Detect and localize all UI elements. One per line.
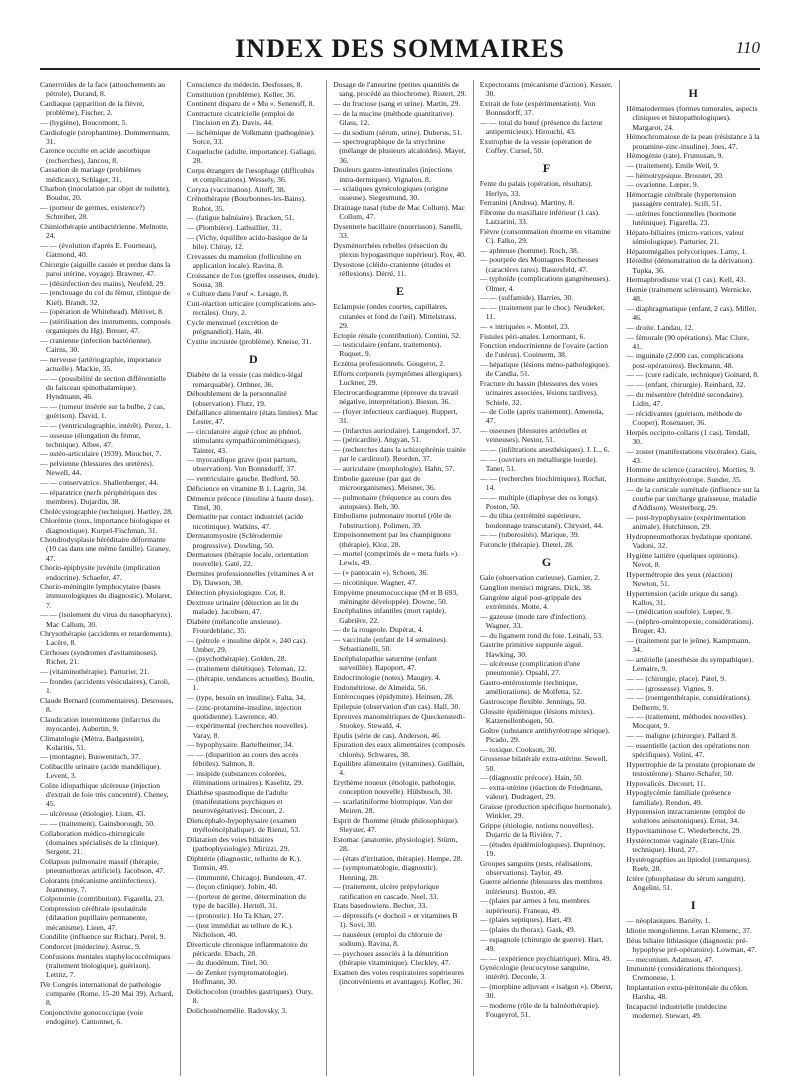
index-entry: — (montagne). Buswenitsch, 37.	[40, 752, 141, 762]
index-entry: Dermatite par contact industriel (acide nicotinique). Watkins, 47.	[186, 512, 304, 531]
index-entry: Dilatation des voies biliaires (pathophysiologie). Mirizzi, 29.	[186, 834, 290, 854]
index-entry: — — (chirurgie, place). Patel, 9.	[626, 673, 726, 683]
index-column-3	[333, 80, 467, 1076]
index-entry: Cassation de mariage (problèmes médicaux), Schlager, 31.	[40, 165, 142, 184]
index-entry: Colpotomie (contribution). Figarella, 23.	[40, 894, 165, 904]
index-entry: — myocardique grave (post partum, observation). Von Bonnsdorff, 37.	[186, 455, 297, 474]
index-entry: Carence occulte en acide ascorbique (recherches), Jancou, 8.	[40, 146, 151, 165]
index-entry: — testiculaire (enfant, traitements). Ruquet, 9.	[333, 340, 442, 359]
index-entry: — — (évolution d'après E. Fourneau), Gatmond, 40.	[40, 240, 157, 260]
index-entry: Constitution (problème). Keller, 36.	[186, 89, 296, 99]
index-entry: — (opération de Whitehead). Métivet, 8.	[40, 307, 164, 317]
index-entry: — frondes (accidents vésiculaires), Caroli, 1.	[40, 676, 170, 695]
column-divider	[180, 80, 181, 1076]
index-entry: Dysménorrhées rebelles (résection du plexus hypogastrique supérieur). Roy, 40.	[333, 240, 466, 260]
index-entry: — (péricardite). Angyan, 51.	[333, 435, 421, 445]
index-entry: — (stérilisation des instruments, composés organiques du Hg). Breuer, 47.	[40, 317, 171, 336]
index-entry: Hermaphrodisme vrai (1 cas). Kell, 43.	[626, 275, 746, 285]
index-entry: Crevasses du mamelon (folliculine en application locale). Ravina, 8.	[186, 251, 302, 270]
index-entry: Chorio-épiphysite juvénile (implication endocrine). Schaefer, 47.	[40, 563, 161, 582]
index-entry: — (néphro-oméntopexie, considérations). Bruger, 43.	[626, 617, 754, 636]
index-entry: Grossesse bilatérale extra-utérine. Sewell, 50.	[479, 754, 608, 773]
index-entry: — (médication soufrée). Lœper, 9.	[626, 607, 732, 617]
index-entry: Hérédité (démonstration de la dérivation). Tupka, 36.	[626, 256, 754, 275]
index-entry: Hernie (traitement sclérosant). Wernicke, 48.	[626, 285, 752, 304]
index-entry: — nicotinique. Wagner, 47.	[333, 577, 417, 587]
index-entry: — hypophysaire. Bartelheimer, 34.	[186, 740, 294, 750]
index-entry: — néoplasiques. Bariéty, 1.	[626, 916, 711, 926]
index-entry: — fémorale (90 opérations). Mac Clure, 41.	[626, 332, 749, 351]
section-letter: E	[395, 284, 404, 299]
index-entry: — — total du bœuf (présence du facteur antipernicieux). Hirouchi, 43.	[479, 117, 603, 137]
index-entry: — — (grossesse). Vignes, 9.	[626, 683, 714, 693]
index-entry: Dolichosténomélie. Radovsky, 3.	[186, 1006, 288, 1015]
index-entry: — (plaies septiques). Hart, 49.	[479, 915, 573, 925]
column-divider	[326, 80, 327, 1076]
index-entry: — meconium. Adamson, 47.	[626, 954, 714, 964]
index-entry: — (test immédiat au tellure de K.). Nicholson, 40.	[186, 920, 293, 939]
index-entry: — — (enfant, chirurgie). Reinhard, 32.	[626, 380, 746, 390]
index-entry: — (pétrole « insuline dépôt », 240 cas). Umber, 29.	[186, 635, 308, 654]
index-entry: — (porteur de germes, existence?) Schreiber, 28.	[40, 203, 145, 222]
index-entry: — (symptomatologie, diagnostic). Henning, 28.	[333, 863, 438, 882]
index-entry: — auriculaire (morphologie). Hahn, 57.	[333, 463, 455, 473]
index-entry: Diabète de la vessie (cas médico-légal remarquable). Orthner, 36.	[186, 370, 303, 389]
index-entry: Déficience en vitamine B 1. Lagrin, 34.	[186, 483, 307, 493]
index-entry: Déboublement de la personnalité (observation). Flutz, 19.	[186, 389, 287, 408]
index-entry: Hormone antithyréotrope. Sunder, 35.	[626, 475, 742, 485]
index-entry: Canerroïdes de la face (attouchements au pétrole), Durand, 8.	[40, 80, 166, 99]
index-entry: Gynécologie (leucocytose sanguine, intérêt). Decoule, 3.	[479, 963, 590, 982]
index-entry: Contracture cicatricielle (emploi de l'incision en Z). Davis, 44.	[186, 109, 295, 128]
index-entry: Colibacille urinaire (acide mandélique). Levent, 3.	[40, 762, 162, 781]
index-entry: — (enclouage du col du fémur, clinique de Kiel). Brandt, 32.	[40, 288, 171, 307]
index-entry: — — conservatrice. Shallenberger, 44.	[40, 478, 159, 488]
index-column-1	[40, 80, 174, 1076]
index-entry: Douleurs gastro-intestinales (injections intra-dermiques). Vignalou, 8.	[333, 165, 453, 184]
index-entry: Gastrite primitive suppurée aiguë. Hawking, 30.	[479, 640, 584, 659]
index-entry: — (recherches dans la schizophrénie traitée par le cardiozol). Reorden, 37.	[333, 445, 466, 464]
column-divider	[619, 80, 620, 1076]
index-entry: Climatologie (Mètra, Badgastein), Kolaritis, 51.	[40, 733, 145, 752]
index-entry: — artérielle (anesthésie du sympathique). Lemaire, 9.	[626, 654, 754, 674]
index-entry: Ectopie rénale (contribution). Contini, 52.	[333, 330, 461, 340]
index-entry: — — (recherches biochimiques). Rochat, 14.	[479, 473, 607, 492]
index-entry: Diathèse spasmodique de l'adulte (manifestations psychiques et neurovégétatives). Decourt, 2.	[186, 787, 288, 816]
index-entry: Gastroscope flexible. Jennings, 50.	[479, 697, 587, 707]
index-entry: Examen des voies respiratoires supérieures (inconvénients et avantages). Kofler, 36.	[333, 967, 464, 986]
index-entry: — (traitement par le jeûne). Kampmann, 34.	[626, 636, 751, 655]
index-entry: Chorio-méningite lymphocytaire (bases immunologiques du diagnostic). Molaret, 7.	[40, 582, 172, 610]
index-entry: Cirrhoses (syndromes d'avitaminoses). Richet, 21.	[40, 648, 158, 667]
index-entry: — extra-utérine (réaction de Friedmann, valeur). Dudragert, 29.	[479, 782, 603, 802]
index-entry: Ferranini (Andrea). Martiny, 8.	[479, 198, 575, 208]
index-entry: — (foyer infectieux cardiaque). Ruppert, 31.	[333, 406, 458, 425]
index-entry: — insipide (substances colorées, éliminations urinaires). Kaselitz, 29.	[186, 768, 304, 788]
index-entry: — espagnole (chirurgie de guerre). Hart, 49.	[479, 934, 604, 953]
index-entry: Coryza (vaccination). Aitoff, 38.	[186, 184, 286, 194]
index-entry: Dermatoses (thérapie locale, orientation nouvelle). Gaté, 22.	[186, 550, 309, 569]
index-entry: Chlorémie (toux, importance biologique et diagnostique). Kurpel-Fischman, 31.	[40, 516, 170, 535]
index-entry: Coqueluche (adulte, importance). Galiago, 28.	[186, 146, 317, 166]
index-entry: Gale (observation curieuse). Garnier, 2.	[479, 573, 600, 583]
index-entry: Collaboration médico-chirurgicale (domaines spécialisés de la clinique). Sergent, 21.	[40, 828, 160, 856]
index-entry: — ulcéreuse (complication d'une pneumonie). Opsahl, 27.	[479, 659, 581, 678]
index-entry: — — (possibilité de section différentielle du faisceau spinothalamique). Hyndmann, 46.	[40, 373, 167, 402]
index-entry: — (études épidémiologiques). Duprénoy, 19.	[479, 839, 606, 858]
index-entry: Hypoglycémie familiale (présence familiale). Rendon, 49.	[626, 788, 731, 807]
index-entry: — (immunité, Chicago). Bundesen, 47.	[186, 872, 307, 882]
index-entry: Epreuves manométriques de Queckenstedt-Stookey. Stewald, 4.	[333, 711, 465, 730]
index-entry: Glossite épidémique (lésions mixtes). Katzenellenbogen, 50.	[479, 706, 595, 725]
index-entry: Gastro-entérostomie (technique, améliorations). de Molfetta, 52.	[479, 678, 582, 697]
index-entry: Hystérographies au lipiodol (remarques). Reeb, 28.	[626, 854, 752, 873]
index-entry: — de Zenker (symptomatologie). Hoffmann, 30.	[186, 968, 289, 987]
index-entry: Entérocoques (épidymite). Heinsen, 28.	[333, 692, 454, 702]
index-entry: Hydropneumothorax hydatique spontané. Vadoni, 32.	[626, 531, 753, 551]
index-entry: Hémochromatose de la peau (résistance à la protamine-zinc-insuline). Joes, 47.	[626, 132, 760, 151]
index-entry: — ovarienne. Lœper, 9.	[626, 180, 699, 190]
index-entry: — ulcéreuse (étiologie). Lium, 43.	[40, 809, 146, 819]
index-entry: — (fatigue balnéaire). Bracken, 51.	[186, 213, 295, 223]
section-letter: F	[542, 161, 551, 176]
index-entry: Dermites professionnelles (vitamines A et D). Dawson, 38.	[186, 569, 314, 588]
index-entry: — du fructose (sang et urine). Martin, 29.	[333, 98, 461, 108]
index-entry: Claudication intermittente (infarctus du myocarde). Aubertin, 9.	[40, 714, 160, 733]
index-entry: — (vitaminothérapie). Parturier, 21.	[40, 667, 150, 677]
index-entry: — (plaies du thorax). Gask, 49.	[479, 924, 576, 934]
index-entry: Hémorragie cérébrale (hypertension passagère centrale). Scill, 51.	[626, 190, 737, 209]
index-entry: — expérimental (recherches nouvelles). Varay, 8.	[186, 721, 309, 740]
index-column-4	[480, 80, 614, 1076]
index-entry: Condilite (influence sur Richat). Perel, 9.	[40, 932, 166, 942]
index-entry: Endocrinologie (notes). Maugey, 4.	[333, 672, 441, 682]
index-entry: Fibrome du maxillaire inférieur (1 cas). Lazzarini, 33.	[479, 207, 600, 227]
index-entry: — gazeuse (mode rare d'infection). Wagner, 33.	[479, 611, 587, 630]
index-entry: — réparatrice (nerfs périphériques des membres). Dujardin, 38.	[40, 487, 157, 506]
index-entry: Cardiologie (strophantine). Dommermann, 31.	[40, 127, 170, 146]
index-entry: Eclampsie (ondes courtes, capillaires, cutanées et fond de l'œil). Mittelstrass, 29.	[333, 302, 457, 330]
index-entry: Hypermétropie des yeux (réaction) Newton, 51.	[626, 569, 733, 588]
index-entry: Expectorants (mécanisme d'action). Kesser, 30.	[479, 80, 613, 99]
index-entry: — — (disparition au cours des accès fébriles). Salmon, 8.	[186, 750, 299, 769]
index-entry: — psychoses associés à la dénutrition (thérapie vitaminique). Cleckley, 47.	[333, 948, 451, 967]
index-entry: Cystite incrustée (problème). Kneise, 31.	[186, 336, 312, 346]
index-entry: — de Colle (après traitement). Amenola, 47.	[479, 407, 604, 426]
index-entry: — droite. Landau, 12.	[626, 322, 694, 332]
index-entry: — toxique. Cookson, 30.	[479, 744, 557, 754]
index-entry: Equilibre alimentaire (vitamines). Guillain, 4.	[333, 759, 465, 778]
index-entry: Homme de science (caractère). Morties, 9.	[626, 465, 756, 475]
index-entry: — vaccinale (enfant de 14 semaines). Sebastianelli, 50.	[333, 635, 448, 654]
index-entry: Hystérectomie vaginale (Etats-Unis technique). Hurd, 27.	[626, 835, 735, 855]
index-entry: — nerveuse (artériographie, importance actuelle). Mackie, 35.	[40, 354, 162, 374]
index-entry: — ostéo-articulaire (1939). Mouchet, 7.	[40, 449, 162, 459]
index-entry: — (leçon clinique). Jobin, 40.	[186, 882, 278, 892]
index-entry: — (diagnostic précoce). Hain, 50.	[479, 773, 583, 783]
index-entry: Cardiaque (apparition de la fièvre, problème), Fischer, 2.	[40, 98, 145, 118]
index-entry: Etats basedowiens. Becher, 33.	[333, 901, 428, 911]
index-entry: — osseuses (blessures artérielles et veineuses). Nestor, 51.	[479, 426, 587, 445]
index-entry: Goître (substance antithyréotrope sérique). Picado, 29.	[479, 725, 610, 744]
index-entry: Charbon (inoculation par objet de toilette), Boudot, 20.	[40, 184, 170, 203]
index-entry: — du ligament rond du foie. Leinali, 53.	[479, 630, 603, 640]
index-entry: Guerre aérienne (blessures des membres inférieurs). Buxton, 49.	[479, 877, 603, 896]
index-columns	[40, 80, 760, 1076]
index-entry: Corps étrangers de l'œsophage (difficultés et complications). Wessely, 36.	[186, 165, 315, 185]
index-entry: Collapsus pulmonaire massif (thérapie, pneumothorax artificiel). Jacobson, 47.	[40, 856, 165, 875]
index-entry: — pulmonaire (fréquence au cours des autopsies). Belt, 30.	[333, 492, 452, 511]
index-entry: Chrysothérapie (accidents et retardements). Lacère, 8.	[40, 629, 172, 648]
index-entry: Fracture du bassin (blessures des voies urinaires associées, lésions tardives). Schiele, 32.	[479, 379, 598, 407]
index-entry: — diaphragmatique (enfant, 2 cas). Miller, 46.	[626, 303, 757, 323]
index-entry: Dermatomyosite (Sclérodermie progressive). Dowling, 50.	[186, 531, 283, 550]
column-divider	[473, 80, 474, 1076]
index-entry: — moderne (rôle de la balnéothérapie). Fougeyrol, 51.	[479, 1001, 600, 1020]
index-column-2	[187, 80, 321, 1076]
index-entry: Exstrophie de la vessie (opération de Coffey. Cursel, 50.	[479, 136, 592, 155]
index-entry: — — (tumeur insérée sur la bulbe, 2 cas, guérison). David, 1.	[40, 401, 165, 421]
section-letter: G	[541, 555, 552, 570]
index-entry: Diencéphalo-hypophysaire (examen myéloéncéphalique). de Rienzi, 53.	[186, 815, 301, 835]
index-entry: Hépatomégalies polycoriques. Lamy, 1.	[626, 246, 747, 256]
index-entry: — (type, besoin en insuline). Falta, 34.	[186, 692, 306, 702]
index-entry: Démence précoce (insuline à haute dose). Tittel, 30.	[186, 493, 314, 512]
index-entry: Confusions mentales staphylococcémiques (traitement biologique), guérison). Lettitz, 7.	[40, 951, 171, 980]
index-entry: — du duodénum. Titel, 30.	[186, 958, 269, 968]
index-entry: Empyème pneumococcique (M et B 693, méningite développée). Downe, 50.	[333, 587, 459, 606]
index-entry: Graisse (production spécifique hormonale). Winkler, 29.	[479, 801, 612, 821]
index-entry: Groupes sanguins (tests, réalisations, observations). Taylor, 49.	[479, 858, 593, 877]
index-entry: — (morphine adjuvant « isalgon »). Oberst, 30.	[479, 982, 613, 1001]
index-entry: Cholécystographie (technique). Hartley, 28.	[40, 506, 173, 516]
index-entry: Continent disparu de « Mu ». Senenoff, 8.	[186, 99, 315, 109]
index-entry: — du mésentère (hérédité secondaire). Lidin, 47.	[626, 389, 744, 408]
index-entry: — (zinc-protamine-insuline, injection quotidienne). Lawrence, 40.	[186, 702, 302, 721]
index-entry: Colorants (mécanisme antiinfectieux). Jeanneney, 7.	[40, 875, 157, 894]
index-entry: — essentielle (action des opérations non spécifiques). Volini, 47.	[626, 740, 750, 760]
index-entry: — nauséeux (emploi du chlorure de sodium). Ravina, 8.	[333, 929, 443, 949]
index-entry: Hypertrophie de la prostate (propionate de testostérone). Sharer-Schafer, 50.	[626, 759, 756, 778]
index-entry: — (hygiène), Boucomont, 5.	[40, 117, 128, 127]
index-entry: — — (ouvriers en métallurgie lourde). Taner, 51.	[479, 454, 598, 473]
index-entry: — — (traitement par le choc). Neudeker, 11.	[479, 302, 605, 322]
index-entry: Empoisonnement par les champignons (thérapie). Kloz, 28.	[333, 530, 451, 549]
index-entry: Embolie gazeuse (par gaz de microorganismes). Meisner, 36.	[333, 473, 436, 492]
index-entry: Estomac (anatomie, physiologie). Stürm, 28.	[333, 834, 458, 854]
index-entry: Cuti-réaction urticaire (complications ano-rectales). Oury, 2.	[186, 299, 317, 318]
index-entry: Hypertension (acide urique du sang). Kallos, 31.	[626, 588, 739, 607]
index-entry: Chirurgie (aiguille cassée et perdue dans la paroi utérine, voyage). Brawner, 47.	[40, 259, 171, 279]
index-entry: — post-hypophysaire (expérimentation animale). Hutchinson, 29.	[626, 512, 746, 532]
index-entry: — (traitement). Emile Weil, 9.	[626, 160, 720, 170]
index-entry: — (Vichy, équilibre acido-basique de la bile). Chiray, 12.	[186, 232, 308, 251]
index-entry: — aphteuse (homme). Roch, 38.	[479, 245, 579, 255]
index-entry: — (états d'irritation, thérapie). Hempe, 28.	[333, 853, 463, 863]
index-entry: Détection physiologique. Cot, 8.	[186, 588, 286, 598]
index-entry: — ischémique de Volkmann (pathogénie). Sorce, 33.	[186, 128, 315, 147]
index-entry: — utérines fonctionnelles (hormone lutéinique). Figarella, 23.	[626, 208, 737, 228]
index-entry: — — (tuberosités). Marique, 39.	[479, 530, 580, 540]
index-entry: — de la rougeole. Dupérat, 4.	[333, 625, 424, 635]
index-entry: — « intriquées ». Montel, 23.	[479, 321, 570, 331]
index-entry: Encéphalopathie saturnine (enfant surveillée). Rapoport, 47.	[333, 653, 437, 673]
index-entry: — — (cure radicale, technique) Goinard, 8.	[626, 370, 759, 380]
index-entry: — (« pantocain »). Schoen, 36.	[333, 568, 429, 578]
index-entry: Fente du palais (opération, résultats). Herlyn, 33.	[479, 179, 593, 198]
index-entry: Electrocardiogramme (épreuve du travail négative, interprétation). Biesun, 36.	[333, 387, 459, 406]
index-entry: — osseuse (élongation du fémur, technique). Albee, 47.	[40, 430, 141, 449]
index-entry: Diphtérie (diagnostic, tellurite de K.). Tomsin, 49.	[186, 853, 302, 872]
index-entry: Fonction endocrinienne de l'ovaire (action de l'utérus). Couinerm, 38.	[479, 341, 609, 360]
index-entry: — — (roentgenthérapie, considérations). Delherm, 9.	[626, 693, 751, 712]
index-entry: Ictère (phosphatase du sérum sanguin). Angelini, 51.	[626, 873, 746, 892]
index-entry: Immunité (considérations théoriques). Cremonese, 1.	[626, 964, 743, 983]
index-entry: Erythème noueux (étiologie, pathologie, conception nouvelle). Hülsbusch, 30.	[333, 778, 456, 797]
index-entry: — du tibia (extrémité supérieure, boulonnage transcutané). Chrysiel, 44.	[479, 511, 604, 530]
index-entry: — (infarctus auriculaire). Langendorf, 37.	[333, 425, 462, 435]
index-entry: — (traitement diététique). Teleman, 12.	[186, 664, 307, 674]
index-entry: — (thérapie, tendances actuelles). Boulin, 1.	[186, 673, 315, 693]
index-entry: — hémotrypsique. Broustet, 20.	[626, 170, 724, 180]
index-entry: — dépressifs (« dochoil » et vitamines B 1). Sovi, 30.	[333, 910, 458, 930]
section-letter: I	[690, 898, 696, 913]
index-entry: Dosage de l'aneurine (petites quantités de sang, procédé au thiochrome). Ristert, 29.	[333, 80, 467, 99]
index-entry: — mortel (comprimés de « meta fuels »). Lewis, 49.	[333, 549, 459, 568]
index-entry: — — multiple (diaphyse des os longs). Poston, 50.	[479, 492, 599, 511]
index-entry: — cranienne (infection bactérienne). Cairns, 30.	[40, 335, 152, 355]
index-entry: — — (traitement, méthodes nouvelles). Mocquot, 9.	[626, 712, 747, 731]
index-entry: — de la mucine (méthode quantitative). Glass, 12.	[333, 108, 455, 127]
index-entry: — (pronostic). Ho Ta Khan, 27.	[186, 910, 284, 920]
index-entry: Dysostose (cléido-cranienne (études et réflexions). Dérré, 11.	[333, 259, 451, 279]
index-entry: Incapacité industrielle (médecine moderne). Stewart, 49.	[626, 1002, 728, 1021]
index-entry: — (désinfection des mains), Neufeld, 29.	[40, 278, 166, 288]
index-entry: — zoster (manifestations viscérales). Gais, 43.	[626, 446, 757, 465]
index-entry: Défaillance alimentaire (états limites). Mac Lester, 47.	[186, 408, 319, 427]
index-entry: Claude Bernard (commentaires). Desrosses, 8.	[40, 695, 174, 714]
header-rule	[40, 68, 760, 70]
index-entry: Epulis (série de cas). Anderson, 46.	[333, 730, 441, 740]
index-entry: Grippe (étiologie, notions nouvelles). Dujarric de la Rivière, 7.	[479, 820, 594, 839]
index-entry: — de la corticale surrénale (influence sur la courbe par surcharge graisseuse, maladie d'Addison). Westerburg, 29.	[626, 484, 760, 513]
index-entry: Extrait de foie (expérimentation). Von Bonnsdorff, 37.	[479, 98, 596, 118]
index-entry: Furoncle (thérapie). Dietel, 28.	[479, 540, 574, 550]
index-entry: Hépato-biliaires (micro-varices, valeur sémiologique). Parturier, 21.	[626, 227, 745, 247]
index-entry: Efforts corporels (symptômes allergiques). Luckner, 29.	[333, 368, 463, 388]
index-entry: Conscience du médecin. Desfosses, 8.	[186, 80, 303, 89]
index-entry: — du sodium (sérum, urine). Duberus, 51.	[333, 127, 463, 137]
index-entry: — sciatiques gynécologiques (origine osseuse). Siegesmund, 30.	[333, 184, 449, 203]
index-entry: — (psychothérapie). Golden, 28.	[186, 654, 287, 664]
index-entry: Diabète (mélancolie anxieuse). Frourdeblanc, 35.	[186, 616, 281, 635]
index-entry: Colite idiopathique ulcéreuse (injection d'extrait de foie très concentré). Cheney, 45.	[40, 781, 169, 809]
index-entry: — circulatoire aiguë (choc au phénol, stimulants sympathicomimétiques). Tainter, 43.	[186, 427, 302, 455]
index-entry: Implantation extra-péritonéale du côlon. Harsha, 48.	[626, 983, 749, 1002]
index-entry: Iléus biliaire lithiasique (diagnostic pré-hypophyse pré-opératoire). Lowman, 47.	[626, 935, 757, 954]
index-entry: « Culture dans l'œuf ». Lesage, 8.	[186, 289, 289, 299]
page-number: 110	[735, 38, 760, 57]
section-letter: H	[688, 86, 698, 100]
index-entry: Croissance de l'os (greffes osseuses, étude). Sousa, 38.	[186, 270, 320, 289]
index-entry: — (plaies par armes à feu, membres supérieurs). Franeau, 49.	[479, 896, 590, 915]
index-entry: Dolichocolon (troubles gastriques). Oury, 8.	[186, 987, 313, 1006]
index-entry: — typhoïde (complications gangréneuses). Olmer, 4.	[479, 274, 611, 293]
index-entry: Fièvre (consommation énorme en vitamine C). Falko, 29.	[479, 226, 611, 246]
index-entry: — spectrographique de la strychnine (mélange de plusieurs alcaloïdes). Mayer, 36.	[333, 137, 466, 165]
index-entry: Epilepsie (observation d'un cas). Hall, 30.	[333, 702, 461, 711]
index-entry: — scarlatiniforme biotropique. Van der Meiren, 28.	[333, 797, 453, 816]
index-entry: Hémogénie (rate). Frumusan, 9.	[626, 151, 724, 161]
page-header	[40, 30, 760, 68]
index-entry: Ganglion menisci migrans. Dick, 38.	[479, 583, 592, 593]
index-entry: Idiotie mongolienne. Leran Klemenc, 37.	[626, 925, 752, 935]
index-entry: — récidivantes (guérison, méthode de Cooper). Rosenauer, 36.	[626, 408, 743, 427]
index-entry: Chimiothérapie antibactérienne. Melnotte, 24.	[40, 222, 169, 241]
index-entry: — (Plombière). Lathuillier, 31.	[186, 223, 282, 233]
index-entry: — — (infiltrations anesthésiques). J. L., 6.	[479, 445, 610, 455]
index-entry: Crénothérapie (Bourbonnes-les-Bains). Rohot, 35.	[186, 194, 306, 213]
index-entry: — — (ventriculographie, intérêt). Perez, 1.	[40, 420, 171, 430]
index-entry: Esprit de l'homme (étude philosophique). Sleyster, 47.	[333, 815, 459, 835]
index-entry: — (traitement, ulcère prépylorique ratification en cascade. Neel, 33.	[333, 882, 440, 901]
index-entry: Dysenterie bacillaire (nourrisson). Sanelli, 33.	[333, 222, 463, 241]
index-entry: — (porteur de germe, détermination du type de bacille). Hertell, 31.	[186, 892, 306, 911]
index-entry: Dextrose urinaire (détection au lit du malade). Jacobsen, 47.	[186, 597, 299, 616]
index-entry: Hypovalicès. Decourt, 11.	[626, 778, 706, 788]
index-entry: — inguinale (2.000 cas, complications post-opératoires). Beckmann, 48.	[626, 351, 744, 370]
index-entry: — — (traitement). Gainsborough, 50.	[40, 818, 155, 828]
index-entry: Embolisme pulmonaire mortel (rôle de l'obstruction). Polimen, 39.	[333, 511, 452, 530]
index-entry: — — (isolement du virus du nasopharynx). Mac Callum, 30.	[40, 610, 173, 629]
index-entry: Compression cérébrale ipsolatérale (dilatation pupillaire permanente, mécanisme). Lieen, 47.	[40, 904, 148, 932]
index-entry: Hypotension intracranienne (emploi de solutions anisotoniques). Ernst, 34.	[626, 807, 746, 826]
index-entry: — — (sulfamide). Harries, 30.	[479, 293, 574, 303]
index-entry: — — (expérience psychiatrique). Mira, 49.	[479, 953, 612, 963]
index-entry: Diverticule chronique inflammatoire du péricarde. Ebach, 28.	[186, 939, 308, 958]
index-entry: Condorcet (médecine). Astruc, 9.	[40, 941, 141, 951]
index-column-5	[626, 80, 760, 1076]
index-entry: Gangrène aiguë post-grippale des extrémités. Motte, 4.	[479, 592, 582, 612]
index-entry: Endométriose. de Almeida, 56.	[333, 682, 428, 692]
index-entry: Eczéma professionnels. Gougerot, 2.	[333, 359, 445, 369]
index-entry: Herpès occipito-collaris (1 cas). Tendall, 30.	[626, 427, 750, 446]
index-entry: Epuration des eaux alimentaires (composés chlorés). Schwares, 38.	[333, 740, 465, 759]
page-title: INDEX DES SOMMAIRES	[235, 34, 565, 63]
index-entry: Cycle menstruel (excrétion de prégnandiol). Hain, 40.	[186, 318, 278, 337]
index-entry: IVe Congrès international de pathologie comparée (Rome, 15-20 Mai 39). Achard, 8.	[40, 979, 174, 1008]
index-entry: — ventriculaire gauche. Bedford, 50.	[186, 474, 300, 484]
index-entry: Hygiène laitière (quelques opinions). Nevot, 8.	[626, 550, 739, 569]
index-entry: — — maligne (chirurgie). Pallard 8.	[626, 731, 737, 741]
index-entry: Fistules péri-anales. Lenormant, 6.	[479, 331, 586, 341]
index-entry: Conjonctivite gonococcique (voie endogène). Cantonnet, 6.	[40, 1007, 143, 1027]
index-entry: — pourprée des Montagnes Rocheuses (caractères rares). Bauersfeld, 47.	[479, 255, 599, 274]
index-entry: Hématodermies (formes tumorales, aspects cliniques et histopathologiques). Margarot, 24.	[626, 104, 758, 132]
index-entry: — hépatique (lésions méno-pathologique). de Candia, 51.	[479, 360, 610, 379]
section-letter: D	[249, 352, 258, 367]
index-entry: Chondrodysplasie héréditaire déformante (10 cas dans une même famille). Graney, 47.	[40, 535, 171, 563]
index-entry: Drainage nasal (tube de Mac Collum). Mac Collum, 47.	[333, 203, 465, 222]
index-entry: Hypovitaminose C. Wiederbrecht, 29.	[626, 826, 742, 836]
index-entry: Encéphalites infantiles (mort rapide). Gabriëre, 22.	[333, 606, 447, 625]
index-entry: — pelvienne (blessures des uretères). Newell, 44.	[40, 459, 154, 478]
